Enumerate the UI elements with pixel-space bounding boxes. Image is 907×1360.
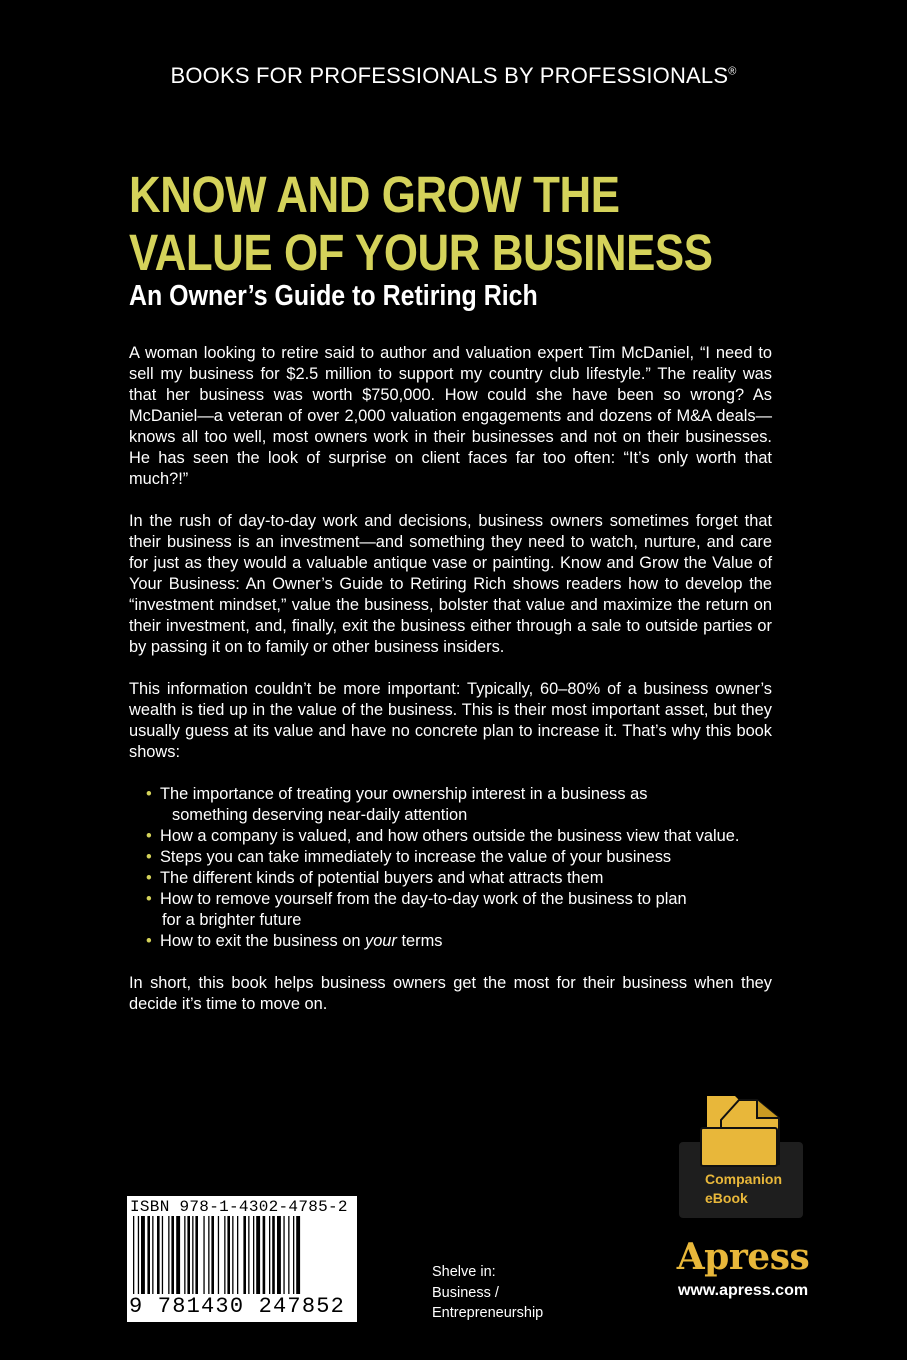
book-title bbox=[129, 166, 731, 282]
barcode-bar bbox=[224, 1216, 225, 1296]
barcode-bar bbox=[253, 1216, 254, 1296]
barcode-bar bbox=[269, 1216, 270, 1296]
barcode-bar bbox=[237, 1216, 238, 1296]
barcode-bar bbox=[176, 1216, 180, 1296]
title-line-2: VALUE OF YOUR BUSINESS bbox=[129, 224, 713, 281]
barcode-bar bbox=[162, 1216, 163, 1296]
barcode-bar bbox=[192, 1216, 193, 1296]
barcode-bar bbox=[263, 1216, 266, 1296]
publisher-url: www.apress.com bbox=[677, 1282, 809, 1299]
barcode-bar bbox=[203, 1216, 204, 1296]
barcode-bar bbox=[272, 1216, 275, 1296]
barcode-bar bbox=[147, 1216, 150, 1296]
publisher bbox=[668, 1238, 818, 1300]
list-item: • The different kinds of potential buyers and what attracts them bbox=[146, 868, 772, 889]
barcode-digits: 9 781430 247852 bbox=[129, 1294, 346, 1319]
barcode-bar bbox=[171, 1216, 174, 1296]
series-tagline: BOOKS FOR PROFESSIONALS BY PROFESSIONALS® bbox=[170, 63, 737, 88]
barcode-bar bbox=[256, 1216, 260, 1296]
isbn-barcode bbox=[127, 1196, 357, 1322]
barcode-bar bbox=[195, 1216, 198, 1296]
paragraph-1: A woman looking to retire said to author and valuation expert Tim McDaniel, “I need to sell my business for $2.5 million to support my country club lifestyle.” The reality was that her business was worth $750,000. How could she have been so wrong? As McDaniel—a veteran of over 2,000 valuation engagements and dozens of M&A deals—knows all too well, most owners work in their businesses and not on their businesses. He has seen the look of surprise on client faces far too often: “It’s only worth that much?!” bbox=[129, 344, 772, 488]
barcode-bar bbox=[296, 1216, 300, 1296]
title-line-1: KNOW AND GROW THE bbox=[129, 166, 620, 223]
apress-logo: Apress bbox=[676, 1236, 810, 1278]
list-item: • How to remove yourself from the day-to-day work of the business to plan for a brighter future bbox=[146, 889, 772, 931]
barcode-bar bbox=[187, 1216, 190, 1296]
companion-ebook-badge bbox=[679, 1090, 803, 1218]
description bbox=[129, 343, 772, 1036]
barcode-bar bbox=[288, 1216, 289, 1296]
barcode-bar bbox=[152, 1216, 153, 1296]
barcode-bar bbox=[248, 1216, 249, 1296]
barcode-bar bbox=[293, 1216, 294, 1296]
barcode-bar bbox=[277, 1216, 281, 1296]
paragraph-2: In the rush of day-to-day work and decisions, business owners sometimes forget that their business is an investment—and something they need to watch, nurture, and care for just as they would a valuable antique vase or painting. Know and Grow the Value of Your Business: An Owner’s Guide to Retiring Rich shows readers how to develop the “investment mindset,” value the business, bolster that value and maximize the return on their investment, and, finally, exit the business either through a sale to outside parties or by passing it on to family or other business insiders. bbox=[129, 512, 772, 656]
barcode-bar bbox=[227, 1216, 230, 1296]
barcode-bar bbox=[168, 1216, 169, 1296]
barcode-bar bbox=[218, 1216, 219, 1296]
barcode-bar bbox=[138, 1216, 139, 1296]
barcode-bar bbox=[157, 1216, 160, 1296]
list-item: • How to exit the business on your terms bbox=[146, 931, 772, 952]
list-item: • Steps you can take immediately to increase the value of your business bbox=[146, 847, 772, 868]
barcode-bar bbox=[232, 1216, 233, 1296]
paragraph-3: This information couldn’t be more important: Typically, 60–80% of a business owner’s wealth is tied up in the value of the business. This is their most important asset, but they usually guess at its value and have no concrete plan to increase it. That’s why this book shows: bbox=[129, 680, 772, 761]
ebook-label: Companion eBook bbox=[705, 1171, 782, 1206]
barcode-bar bbox=[141, 1216, 145, 1296]
barcode-bar bbox=[208, 1216, 209, 1296]
book-subtitle: An Owner’s Guide to Retiring Rich bbox=[129, 280, 538, 312]
benefits-list bbox=[129, 784, 772, 952]
barcode-bar bbox=[283, 1216, 284, 1296]
folder-document-icon bbox=[699, 1090, 783, 1172]
shelving-info: Shelve in: Business / Entrepreneurship bbox=[432, 1264, 544, 1321]
barcode-bar bbox=[211, 1216, 214, 1296]
barcode-bar bbox=[184, 1216, 185, 1296]
isbn-text: ISBN 978-1-4302-4785-2 bbox=[130, 1198, 348, 1216]
list-item: • How a company is valued, and how others outside the business view that value. bbox=[146, 826, 772, 847]
list-item: • The importance of treating your ownership interest in a business as something deserving near-daily attention bbox=[146, 784, 772, 826]
paragraph-4: In short, this book helps business owners get the most for their business when they decide it’s time to move on. bbox=[129, 974, 772, 1013]
